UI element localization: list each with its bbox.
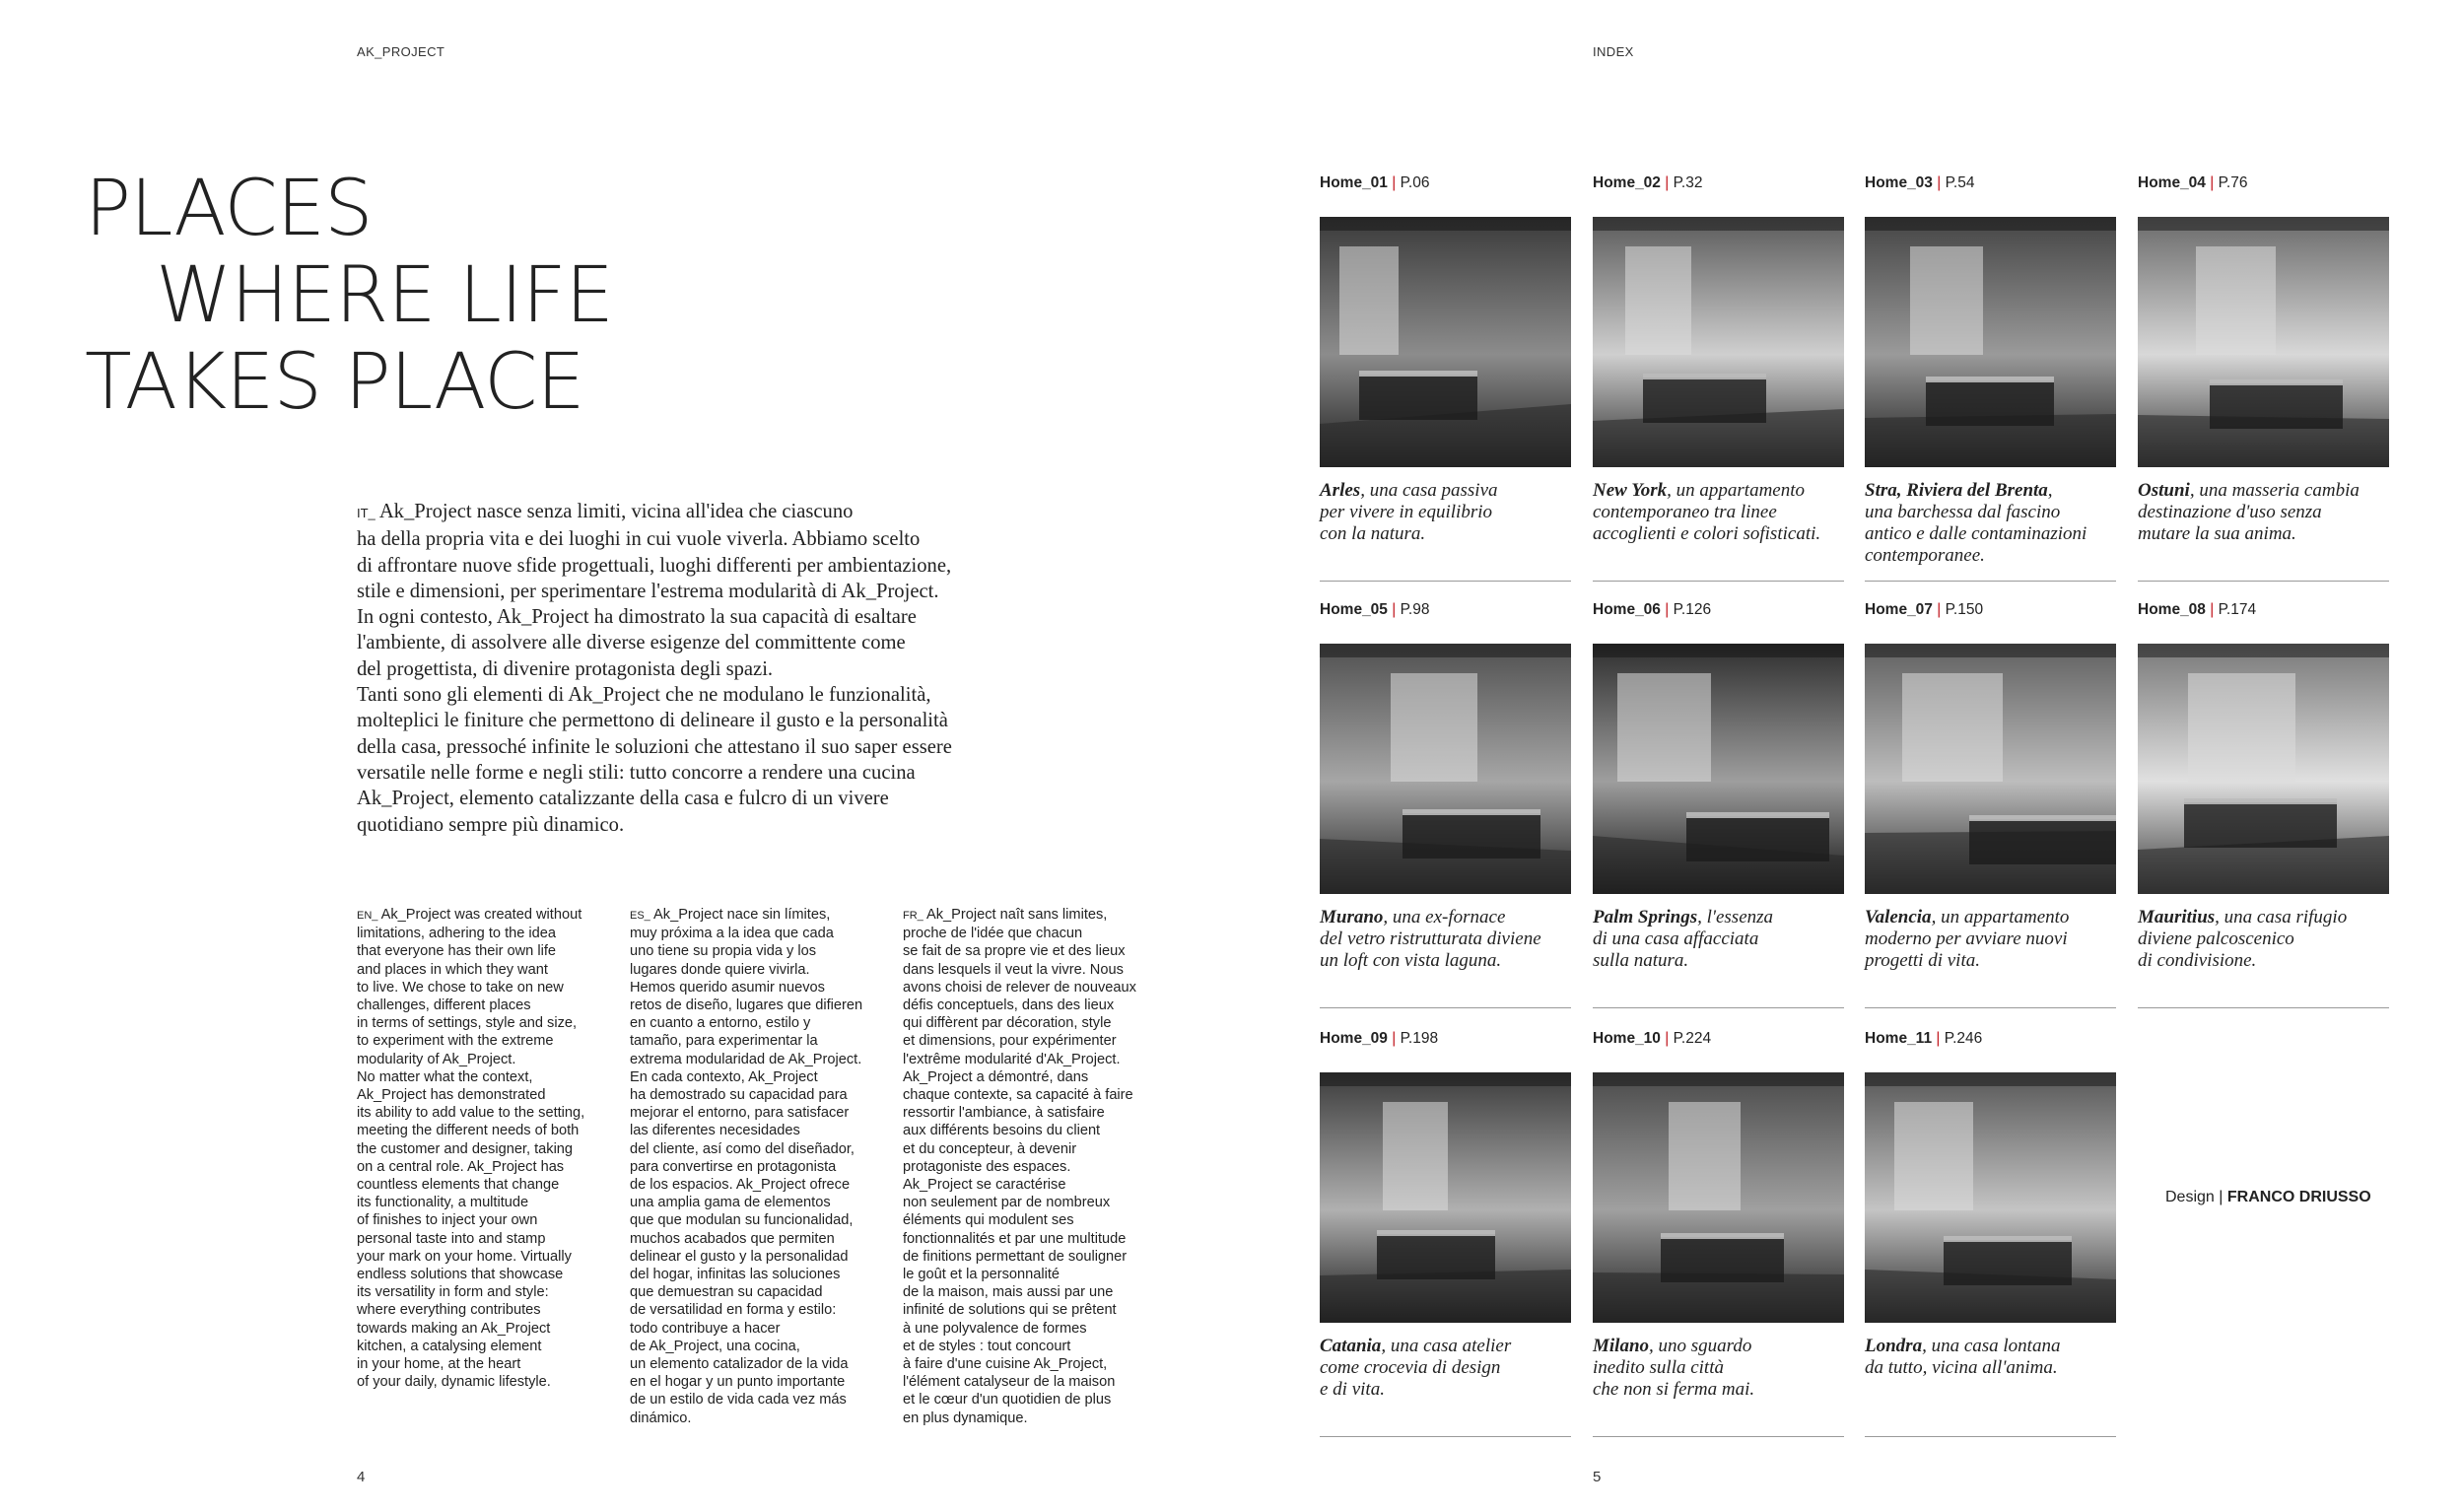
home-page-ref: P.224 — [1673, 1030, 1712, 1047]
caption-divider — [1593, 1007, 1844, 1008]
home-description: , una casa atelier come crocevia di design e di vita. — [1320, 1336, 1512, 1400]
caption-divider — [2138, 581, 2389, 582]
design-credit — [2165, 1189, 2371, 1206]
home-label — [1320, 1030, 1438, 1048]
home-number: Home_05 — [1320, 601, 1388, 618]
home-number: Home_09 — [1320, 1030, 1388, 1047]
column-text: Ak_Project naît sans limites, proche de l'idée que chacun se fait de sa propre vie et des lieux dans lesquels il veut la vivre. Nous avons choisi de relever de nouveaux défis conceptuels, dans des lieux qui diffèrent par décoration, style et dimensions, pour expérimenter l'extrême modularité d'Ak_Project. Ak_Project a démontré, dans chaque contexte, sa capacité à faire ressortir l'ambiance, à satisfaire aux différents besoins du client et du concepteur, à devenir protagoniste des espaces. Ak_Project se caractérise non seulement par de nombreux éléments qui modulent ses fonctionnalités et par une multitude de finitions permettant de souligner le goût et la personnalité de la maison, mais aussi par une infinité de solutions qui se prêtent à une polyvalence de formes et de styles : tout concourt à faire d'une cuisine Ak_Project, l'élément catalyseur de la maison et le cœur d'un quotidien de plus en plus dynamique. — [903, 907, 1136, 1426]
home-page-ref: P.150 — [1945, 601, 1984, 618]
caption-divider — [1320, 1436, 1571, 1437]
home-description: , un appartamento moderno per avviare nuovi progetti di vita. — [1865, 907, 2070, 971]
intro-line: In ogni contesto, Ak_Project ha dimostrato la sua capacità di esaltare — [357, 606, 917, 629]
home-description: , una ex-fornace del vetro ristrutturata diviene un loft con vista laguna. — [1320, 907, 1541, 971]
home-location: Catania — [1320, 1336, 1382, 1356]
intro-line: l'ambiente, di assolvere alle diverse esigenze del committente come — [357, 632, 906, 654]
running-head-left: AK_PROJECT — [357, 44, 445, 59]
home-description: , una masseria cambia destinazione d'uso senza mutare la sua anima. — [2138, 480, 2360, 544]
caption-divider — [1593, 581, 1844, 582]
language-tag-es: ES_ — [630, 910, 650, 922]
intro-line: Ak_Project, elemento catalizzante della casa e fulcro di un vivere — [357, 788, 889, 810]
label-separator: | — [1936, 1030, 1941, 1047]
home-label — [1593, 1030, 1711, 1048]
label-separator: | — [1665, 1030, 1670, 1047]
home-caption — [1593, 907, 1859, 972]
home-number: Home_01 — [1320, 174, 1388, 191]
kitchen-photo-londra — [1865, 1072, 2116, 1323]
intro-line: versatile nelle forme e negli stili: tutto concorre a rendere una cucina — [357, 761, 916, 784]
intro-line: molteplici le finiture che permettono di delineare il gusto e la personalità — [357, 710, 948, 732]
home-caption — [1865, 907, 2131, 972]
home-location: Milano — [1593, 1336, 1650, 1356]
home-caption — [1320, 1336, 1586, 1401]
home-caption — [1593, 480, 1859, 545]
page-title — [85, 166, 613, 426]
home-label — [1865, 174, 1974, 192]
kitchen-photo-arles — [1320, 217, 1571, 467]
home-caption — [1865, 480, 2131, 567]
label-separator: | — [1937, 174, 1942, 191]
home-description: , una casa passiva per vivere in equilibrio con la natura. — [1320, 480, 1498, 544]
kitchen-photo-valencia — [1865, 644, 2116, 894]
language-tag-it: IT_ — [357, 506, 376, 520]
home-location: Mauritius — [2138, 907, 2216, 928]
intro-italian — [357, 499, 1027, 838]
intro-line: ha della propria vita e dei luoghi in cui vuole viverla. Abbiamo scelto — [357, 528, 921, 551]
home-page-ref: P.198 — [1400, 1030, 1439, 1047]
caption-divider — [1320, 1007, 1571, 1008]
language-tag-fr: FR_ — [903, 910, 924, 922]
intro-line: IT_ Ak_Project nasce senza limiti, vicina all'idea che ciascuno — [357, 501, 854, 522]
home-page-ref: P.174 — [2218, 601, 2257, 618]
design-separator: | — [2219, 1189, 2224, 1205]
home-number: Home_03 — [1865, 174, 1933, 191]
home-caption — [1320, 480, 1586, 545]
home-caption — [1865, 1336, 2131, 1379]
running-head-right: INDEX — [1593, 44, 1634, 59]
home-page-ref: P.98 — [1400, 601, 1430, 618]
kitchen-photo-catania — [1320, 1072, 1571, 1323]
kitchen-photo-palm-springs — [1593, 644, 1844, 894]
label-separator: | — [1392, 601, 1397, 618]
page-number-left: 4 — [357, 1469, 366, 1485]
home-location: Stra, Riviera del Brenta — [1865, 480, 2048, 501]
home-page-ref: P.126 — [1673, 601, 1712, 618]
home-label — [2138, 601, 2256, 619]
kitchen-photo-ostuni — [2138, 217, 2389, 467]
home-number: Home_08 — [2138, 601, 2206, 618]
home-location: Arles — [1320, 480, 1361, 501]
kitchen-photo-milano — [1593, 1072, 1844, 1323]
caption-divider — [1865, 581, 2116, 582]
column-english — [357, 906, 615, 1391]
intro-line: di affrontare nuove sfide progettuali, luoghi differenti per ambientazione, — [357, 554, 952, 577]
home-number: Home_11 — [1865, 1030, 1933, 1047]
caption-divider — [1865, 1007, 2116, 1008]
home-description: , una barchessa dal fascino antico e dalle contaminazioni contemporanee. — [1865, 480, 2087, 566]
intro-line: del progettista, di divenire protagonista degli spazi. — [357, 657, 774, 680]
label-separator: | — [1392, 1030, 1397, 1047]
home-description: , uno sguardo inedito sulla città che non si ferma mai. — [1593, 1336, 1755, 1400]
home-location: Murano — [1320, 907, 1384, 928]
home-location: Valencia — [1865, 907, 1932, 928]
column-french — [903, 906, 1161, 1427]
home-page-ref: P.54 — [1945, 174, 1975, 191]
label-separator: | — [1665, 174, 1670, 191]
title-line-1: PLACES — [85, 165, 373, 253]
caption-divider — [1320, 581, 1571, 582]
kitchen-photo-mauritius — [2138, 644, 2389, 894]
home-description: , una casa rifugio diviene palcoscenico di condivisione. — [2138, 907, 2348, 971]
home-number: Home_07 — [1865, 601, 1933, 618]
designer-name: FRANCO DRIUSSO — [2226, 1189, 2371, 1205]
label-separator: | — [1392, 174, 1397, 191]
page-number-right: 5 — [1593, 1469, 1602, 1485]
home-location: Ostuni — [2138, 480, 2190, 501]
home-caption — [1320, 907, 1586, 972]
kitchen-photo-new-york — [1593, 217, 1844, 467]
home-page-ref: P.246 — [1944, 1030, 1983, 1047]
intro-line: Tanti sono gli elementi di Ak_Project che ne modulano le funzionalità, — [357, 684, 931, 707]
home-label — [1865, 601, 1983, 619]
kitchen-photo-murano — [1320, 644, 1571, 894]
home-label — [1865, 1030, 1982, 1048]
home-label — [1593, 174, 1702, 192]
home-caption — [1593, 1336, 1859, 1401]
kitchen-photo-stra — [1865, 217, 2116, 467]
caption-divider — [2138, 1007, 2389, 1008]
home-description: , l'essenza di una casa affacciata sulla natura. — [1593, 907, 1774, 971]
title-line-2: WHERE LIFE — [156, 251, 613, 340]
home-page-ref: P.76 — [2218, 174, 2248, 191]
home-description: , un appartamento contemporaneo tra linee accoglienti e colori sofisticati. — [1593, 480, 1821, 544]
home-number: Home_06 — [1593, 601, 1661, 618]
home-caption — [2138, 907, 2404, 972]
home-location: New York — [1593, 480, 1668, 501]
home-label — [1320, 174, 1429, 192]
home-description: , una casa lontana da tutto, vicina all'anima. — [1865, 1336, 2061, 1378]
design-label: Design — [2165, 1189, 2215, 1205]
home-label — [1320, 601, 1429, 619]
caption-divider — [1865, 1436, 2116, 1437]
label-separator: | — [1665, 601, 1670, 618]
intro-line: quotidiano sempre più dinamico. — [357, 813, 625, 836]
column-spanish — [630, 906, 888, 1427]
title-line-3: TAKES PLACE — [85, 338, 584, 427]
home-page-ref: P.06 — [1400, 174, 1430, 191]
home-caption — [2138, 480, 2404, 545]
intro-line: stile e dimensioni, per sperimentare l'estrema modularità di Ak_Project. — [357, 580, 939, 602]
column-text: Ak_Project nace sin límites, muy próxima a la idea que cada uno tiene su propia vida y los lugares donde quiere vivirla. Hemos querido asumir nuevos retos de diseño, lugares que difieren en cuanto a entorno, estilo y tamaño, para experimentar la extrema modularidad de Ak_Project. En cada contexto, Ak_Project ha demostrado su capacidad para mejorar el entorno, para satisfacer las diferentes necesidades del cliente, así como del diseñador, para convertirse en protagonista de los espacios. Ak_Project ofrece una amplia gama de elementos que que modulan su funcionalidad, muchos acabados que permiten delinear el gusto y la personalidad del hogar, infinitas las soluciones que demuestran su capacidad de versatilidad en forma y estilo: todo contribuye a hacer de Ak_Project, una cocina, un elemento catalizador de la vida en el hogar y un punto importante de un estilo de vida cada vez más dinámico. — [630, 907, 863, 1426]
caption-divider — [1593, 1436, 1844, 1437]
home-label — [2138, 174, 2247, 192]
intro-line: della casa, pressoché infinite le soluzioni che attestano il suo saper essere — [357, 735, 952, 758]
column-text: Ak_Project was created without limitations, adhering to the idea that everyone has their own life and places in which they want to live. We chose to take on new challenges, different places in terms of settings, style and size, to experiment with the extreme modularity of Ak_Project. No matter what the context, Ak_Project has demonstrated its ability to add value to the setting, meeting the different needs of both the customer and designer, taking on a central role. Ak_Project has countless elements that change its functionality, a multitude of finishes to inject your own personal taste into and stamp your mark on your home. Virtually endless solutions that showcase its versatility in form and style: where everything contributes towards making an Ak_Project kitchen, a catalysing element in your home, at the heart of your daily, dynamic lifestyle. — [357, 907, 585, 1391]
home-number: Home_10 — [1593, 1030, 1661, 1047]
home-number: Home_02 — [1593, 174, 1661, 191]
home-location: Londra — [1865, 1336, 1923, 1356]
home-page-ref: P.32 — [1673, 174, 1703, 191]
home-label — [1593, 601, 1711, 619]
label-separator: | — [1937, 601, 1942, 618]
home-number: Home_04 — [2138, 174, 2206, 191]
label-separator: | — [2210, 174, 2215, 191]
label-separator: | — [2210, 601, 2215, 618]
home-location: Palm Springs — [1593, 907, 1698, 928]
language-tag-en: EN_ — [357, 910, 378, 922]
